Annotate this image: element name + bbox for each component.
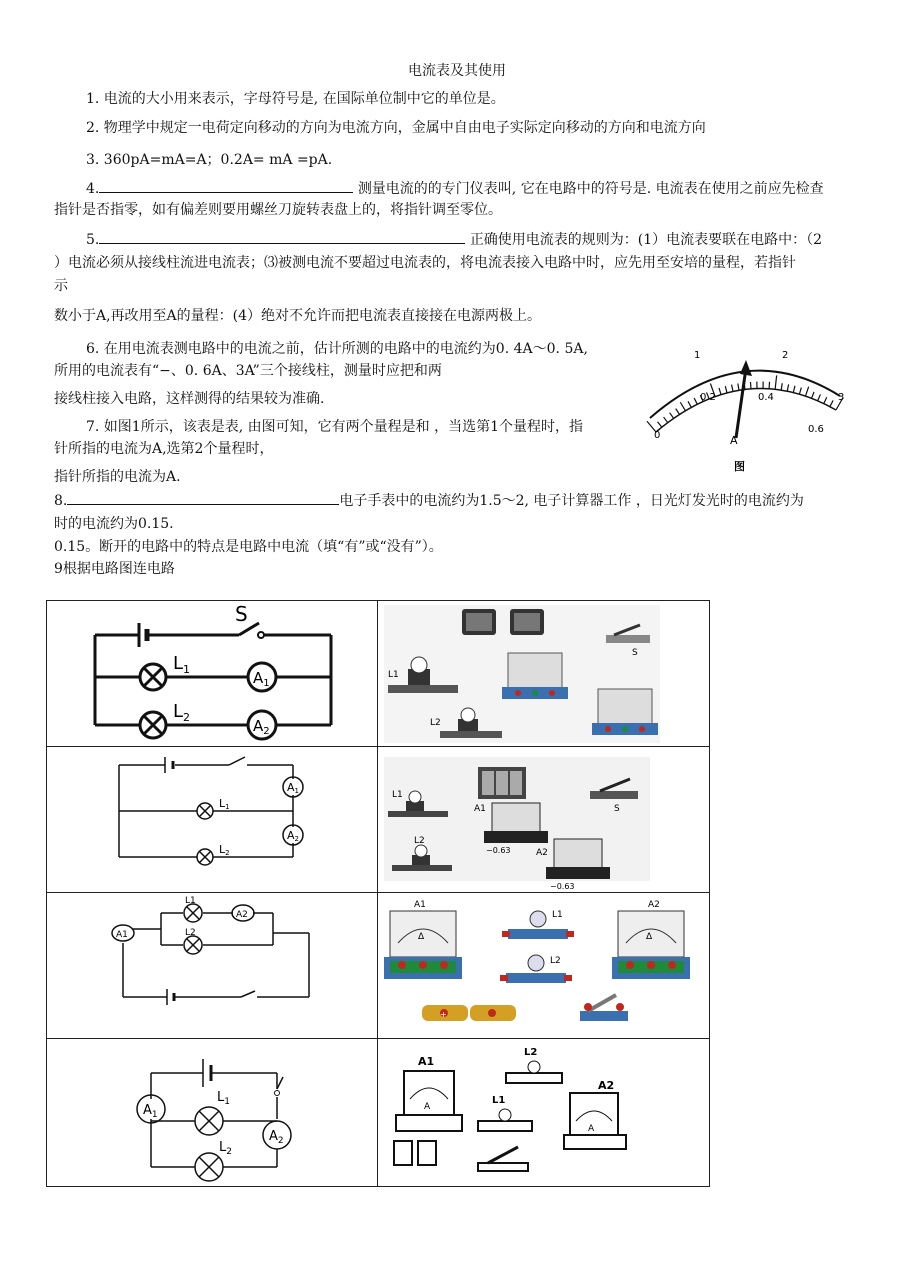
answer-blank[interactable] [67,504,339,505]
ammeter-label-a1: $A_1$ [253,669,270,689]
question-8-text: 电子手表中的电流约为1.5〜2, 电子计算器工作 ，日光灯发光时的电流约为 [339,493,804,509]
question-7-line-3: 指针所指的电流为A. [54,469,181,485]
bulb-photo-label-l1: L1 [492,1095,506,1106]
dial-tick [680,402,685,411]
battery-pair-icon [394,1141,436,1165]
circuit-table [46,600,710,1187]
scale-top-3: 3 [838,392,845,403]
bulb-label-l2: L2 [185,928,196,938]
bulb-label-l1: L1 [219,797,230,811]
bulb-holder-icon [500,955,572,983]
question-8 [54,490,804,510]
switch-icon [580,995,628,1021]
scale-bottom-0: 0 [654,430,661,441]
question-4-text: 测量电流的的专门仪表叫, 它在电路中的符号是. 电流表在使用之前应先检查 [357,181,824,197]
question-5-text: 正确使用电流表的规则为：(1）电流表要联在电路中：（2 [469,232,823,248]
question-7-line-2: 针所指的电流为A,选第2个量程时， [54,441,274,457]
component-photo-4 [378,1039,709,1186]
dial-tick [787,384,788,391]
figure-caption: 图 [734,460,745,473]
dial-tick [781,383,782,390]
ammeter-unit-label: A [424,1102,431,1112]
question-6: 6. 在用电流表测电路中的电流之前，估计所测的电路中的电流约为0. 4A〜0. 5A, [86,341,588,357]
scale-top-2: 2 [782,350,789,361]
ammeter-photo-label-a1: A1 [414,900,426,910]
ammeter-photo-label-a1: A1 [418,1055,435,1068]
bulb-holder-icon [478,1109,532,1131]
answer-blank[interactable] [99,243,465,244]
ammeter-dial-figure [636,340,856,480]
page-title: 电流表及其使用 [408,63,506,79]
scale-top-1: 1 [694,350,701,361]
component-photo-1 [378,601,709,747]
question-5-number: 5. [86,232,100,248]
dial-tick [658,422,662,427]
circuit-diagram-1 [47,601,378,747]
ammeter-scale-label: −0.63 [486,846,511,855]
dial-tick [694,398,697,404]
circuit-diagram-4 [47,1039,378,1186]
bulb-photo-label-l2: L2 [430,718,441,728]
dial-tick [830,400,833,406]
question-2: 2. 物理学中规定一电荷定向移动的方向为电流方向，金属中自由电子实际定向移动的方向和电流方向 [86,120,706,136]
question-5 [86,229,822,249]
switch-contact-icon [258,632,264,638]
dial-tick [738,383,739,390]
ammeter-label-a1: $A_1$ [143,1103,158,1120]
bulb-photo-label-l2: L2 [550,956,561,966]
ammeter-label-a1: A1 [116,930,128,940]
component-photo-2 [378,747,709,893]
dial-tick [670,413,674,419]
ammeter-device-icon [502,653,568,699]
ammeter-delta-label: Δ [646,932,653,942]
ammeter-label-a1: A1 [287,781,299,795]
ammeter-photo-label-a2: A2 [598,1079,615,1092]
question-4 [86,178,824,198]
question-5-line-2: ）电流必须从接线柱流进电流表；⑶被测电流不要超过电流表的，将电流表接入电路中时，应先用至安培的量程，若指针 [54,255,796,271]
dial-tick [732,385,733,392]
ammeter-unit-label: A [588,1124,595,1134]
question-6-line-3: 接线柱接入电路，这样测得的结果较为准确. [54,391,325,407]
switch-contact-icon [275,1091,280,1096]
bulb-label-l2: $L_2$ [219,1140,232,1157]
meter-needle-icon [736,368,746,438]
dial-tick [793,386,795,393]
dial-tick [799,388,801,395]
dial-tick [676,409,680,415]
dial-tick [719,388,721,395]
switch-photo-label: S [632,648,638,658]
meter-unit-label: A [730,434,738,447]
ammeter-label-a2: A2 [236,910,248,920]
question-3: 3. 360pA=mA=A；0.2A= mA =pA. [86,152,333,168]
dial-tick [805,387,808,396]
ammeter-device-icon [592,689,658,735]
battery-plus-mark: + [440,1010,447,1019]
dial-tick [812,392,815,399]
battery-pair-icon [422,1005,516,1021]
answer-blank[interactable] [99,192,353,193]
needle-tip-icon [740,360,752,376]
question-4-number: 4. [86,181,100,197]
bulb-label-l1: $L_1$ [217,1090,230,1107]
question-5-line-3: 示 [54,278,68,294]
dial-tick [818,394,821,400]
ammeter-photo-label-a2: A2 [648,900,660,910]
question-5-line-4: 数小于A,再改用至A的量程：(4）绝对不允许而把电流表直接接在电源两极上。 [54,308,542,324]
question-8-line-3: 0.15。断开的电路中的特点是电路中电流（填“有”或“没有”）。 [54,539,443,555]
question-4-line-2: 指针是否指零，如有偏差则要用螺丝刀旋转表盘上的，将指针调至零位。 [54,202,502,218]
switch-photo-label: S [614,804,620,814]
question-7: 7. 如图1所示，该表是表, 由图可知，它有两个量程是和 ，当选第1个量程时，指 [86,419,583,435]
battery-cell-icon [462,609,496,635]
ammeter-label-a2: $A_2$ [269,1129,284,1146]
dial-tick [775,375,777,389]
dial-tick [725,386,727,393]
component-photo-3 [378,893,709,1039]
bulb-label-l2: $L_2$ [173,701,191,724]
question-6-line-2: 所用的电流表有“−、0. 6A、3A”三个接线柱，测量时应把和两 [54,363,442,379]
bulb-photo-label-l1: L1 [388,670,399,680]
ammeter-device-icon [564,1093,626,1149]
ammeter-label-a2: $A_2$ [253,717,270,737]
ammeter-label-a2: A2 [287,829,299,843]
ammeter-delta-label: Δ [418,932,425,942]
bulb-label-l2: L2 [219,843,230,857]
circuit-diagram-2 [47,747,378,893]
bulb-photo-label-l1: L1 [392,790,403,800]
question-8-line-2: 时的电流约为0.15. [54,516,174,532]
ammeter-photo-label-a1: A1 [474,804,486,814]
bulb-holder-icon [502,911,574,939]
dial-tick [664,417,668,423]
bulb-label-l1: L1 [185,896,196,906]
bulb-label-l1: $L_1$ [173,653,191,676]
bulb-holder-icon [506,1061,562,1083]
dial-tick [824,397,827,403]
switch-icon [478,1147,528,1171]
ammeter-device-icon [384,911,462,979]
ammeter-device-icon [612,911,690,979]
question-1: 1. 电流的大小用来表示，字母符号是, 在国际单位制中它的单位是。 [86,91,505,107]
bulb-photo-label-l1: L1 [552,910,563,920]
ammeter-scale-label: −0.63 [550,882,575,891]
ammeter-device-icon [396,1071,462,1131]
question-8-number: 8. [54,493,68,509]
scale-bottom-02: 0.2 [700,392,716,403]
scale-bottom-06: 0.6 [808,424,824,435]
ammeter-photo-label-a2: A2 [536,848,548,858]
question-9: 9根据电路图连电路 [54,561,175,577]
circuit-diagram-3 [47,893,378,1039]
bulb-photo-label-l2: L2 [414,836,425,846]
scale-bottom-04: 0.4 [758,392,774,403]
bulb-photo-label-l2: L2 [524,1047,538,1058]
battery-pack-icon [478,767,526,799]
dial-tick [688,401,691,407]
battery-cell-icon [510,609,544,635]
dial-tick [750,382,751,389]
ammeter-device-icon [484,803,548,843]
ammeter-device-icon [546,839,610,879]
switch-label: S [235,602,248,626]
